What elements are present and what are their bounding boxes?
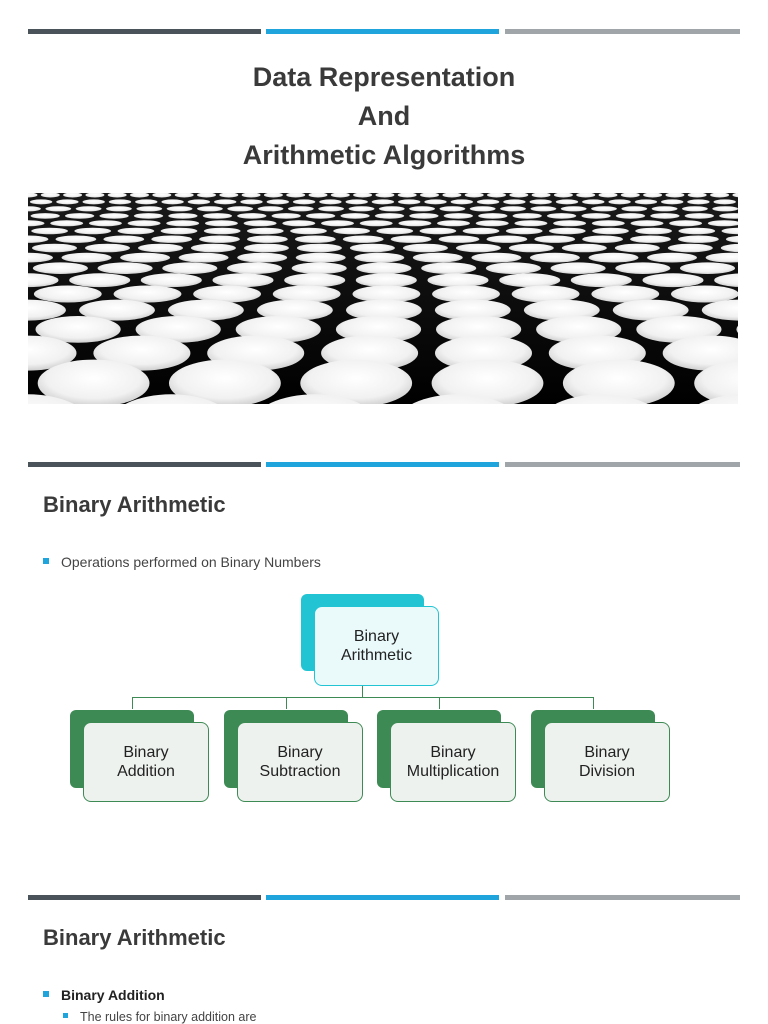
disc-shape — [668, 244, 713, 253]
child-node-line2: Multiplication — [406, 763, 500, 780]
disc-shape — [506, 228, 543, 235]
disc-shape — [166, 220, 199, 226]
accent-bar-blue — [266, 29, 499, 34]
disc-shape — [74, 228, 111, 235]
disc-shape — [391, 236, 432, 243]
connector-drop-4 — [593, 697, 594, 709]
disc-shape — [712, 206, 738, 211]
disc-shape — [318, 206, 344, 211]
disc-shape — [682, 206, 708, 211]
disc-shape — [240, 199, 262, 204]
disc-shape — [319, 199, 341, 204]
disc-shape — [120, 253, 170, 263]
disc-shape — [514, 220, 547, 226]
disc-shape — [472, 253, 522, 263]
disc-shape — [128, 220, 161, 226]
disc-shape — [45, 206, 71, 211]
disc-shape — [685, 213, 714, 219]
disc-shape — [31, 228, 68, 235]
bullet-item — [43, 987, 165, 1003]
disc-shape — [589, 253, 639, 263]
child-node-line1: Binary — [430, 744, 476, 761]
child-node-line2: Subtraction — [259, 763, 341, 780]
disc-shape — [630, 236, 671, 243]
accent-bar-dark — [28, 895, 261, 900]
connector-drop-3 — [439, 697, 440, 709]
child-node-subtraction — [237, 722, 363, 802]
disc-shape — [32, 244, 77, 253]
disc-shape — [643, 273, 704, 287]
disc-shape — [476, 220, 509, 226]
disc-shape — [167, 206, 193, 211]
disc-shape — [83, 199, 105, 204]
disc-shape — [571, 273, 632, 287]
disc-shape — [214, 199, 236, 204]
disc-shape — [503, 199, 525, 204]
disc-shape — [591, 206, 617, 211]
disc-shape — [470, 206, 496, 211]
disc-shape — [531, 206, 557, 211]
child-node-addition — [83, 722, 209, 802]
disc-shape — [118, 228, 155, 235]
disc-shape — [297, 244, 342, 253]
disc-shape — [30, 199, 52, 204]
disc-shape — [50, 220, 83, 226]
bullet-text: Binary Addition — [61, 987, 165, 1003]
disc-shape — [237, 253, 287, 263]
accent-bar-blue — [266, 895, 499, 900]
disc-shape — [135, 199, 157, 204]
accent-bar-gray — [505, 29, 740, 34]
root-node-line2: Arithmetic — [340, 647, 413, 664]
disc-shape — [204, 228, 241, 235]
disc-shape — [213, 273, 274, 287]
disc-shape — [138, 244, 183, 253]
disc-shape — [608, 199, 630, 204]
disc-shape — [440, 206, 466, 211]
disc-shape — [549, 228, 586, 235]
disc-shape — [295, 236, 336, 243]
child-node-line1: Binary — [277, 744, 323, 761]
disc-shape — [267, 199, 289, 204]
root-node-line1: Binary — [353, 628, 400, 645]
disc-shape — [671, 286, 738, 303]
slide-heading: Binary Arithmetic — [43, 492, 226, 517]
bullet-marker — [63, 1013, 68, 1018]
accent-bar-gray — [505, 462, 740, 467]
disc-shape — [661, 199, 683, 204]
disc-shape — [356, 262, 411, 274]
child-node-line1: Binary — [584, 744, 630, 761]
disc-shape — [306, 213, 335, 219]
disc-shape — [669, 220, 702, 226]
accent-bar-gray — [505, 895, 740, 900]
connector-drop-1 — [132, 697, 133, 709]
disc-shape — [354, 253, 404, 263]
disc-shape — [530, 199, 552, 204]
disc-shape — [556, 199, 578, 204]
accent-bar — [28, 29, 740, 34]
disc-shape — [487, 236, 528, 243]
child-node-multiplication — [390, 722, 516, 802]
disc-shape — [687, 199, 709, 204]
bullet-item — [43, 554, 321, 570]
title-line-3: Arithmetic Algorithms — [242, 140, 526, 170]
slide-title — [0, 58, 768, 175]
disc-shape — [109, 199, 131, 204]
disc-shape — [162, 262, 217, 274]
discs-photo-graphic — [28, 193, 738, 404]
disc-shape — [428, 273, 489, 287]
title-slide — [0, 0, 768, 430]
disc-shape — [409, 213, 438, 219]
disc-shape — [349, 206, 375, 211]
disc-shape — [551, 262, 606, 274]
disc-shape — [244, 244, 289, 253]
disc-shape — [635, 199, 657, 204]
disc-shape — [34, 286, 102, 303]
disc-shape — [33, 262, 88, 274]
disc-shape — [247, 228, 284, 235]
disc-shape — [376, 228, 413, 235]
disc-shape — [203, 213, 232, 219]
disc-shape — [65, 213, 94, 219]
disc-shape — [547, 213, 576, 219]
disc-shape — [227, 262, 282, 274]
disc-shape — [615, 262, 670, 274]
disc-shape — [421, 262, 476, 274]
child-node-line1: Binary — [123, 744, 169, 761]
disc-shape — [451, 199, 473, 204]
disc-shape — [372, 199, 394, 204]
accent-bar-blue — [266, 462, 499, 467]
disc-shape — [205, 220, 238, 226]
disc-shape — [509, 244, 554, 253]
disc-shape — [293, 199, 315, 204]
disc-shape — [247, 236, 288, 243]
disc-shape — [161, 199, 183, 204]
disc-shape — [179, 253, 229, 263]
disc-shape — [89, 220, 122, 226]
disc-shape — [678, 236, 719, 243]
child-node-line2: Division — [578, 763, 635, 780]
disc-shape — [134, 213, 163, 219]
disc-shape — [375, 213, 404, 219]
disc-shape — [56, 236, 97, 243]
disc-shape — [272, 213, 301, 219]
disc-shape — [530, 253, 580, 263]
disc-shape — [534, 236, 575, 243]
disc-shape — [191, 244, 236, 253]
disc-shape — [581, 213, 610, 219]
disc-shape — [592, 220, 625, 226]
bullet-marker — [43, 991, 49, 997]
disc-shape — [486, 262, 541, 274]
disc-shape — [197, 206, 223, 211]
bullet-text: Operations performed on Binary Numbers — [61, 554, 321, 570]
disc-shape — [409, 206, 435, 211]
disc-shape — [168, 213, 197, 219]
slide-heading: Binary Arithmetic — [43, 925, 226, 950]
disc-shape — [478, 213, 507, 219]
disc-shape — [582, 236, 623, 243]
disc-shape — [500, 206, 526, 211]
disc-shape — [296, 253, 346, 263]
disc-shape — [290, 228, 327, 235]
disc-shape — [650, 213, 679, 219]
disc-shape — [85, 244, 130, 253]
disc-shape — [141, 273, 202, 287]
disc-shape — [360, 220, 393, 226]
disc-shape — [413, 253, 463, 263]
disc-shape — [635, 228, 672, 235]
disc-shape — [615, 244, 660, 253]
binary-addition-slide — [0, 870, 768, 1024]
discs-photo — [28, 193, 738, 404]
disc-shape — [227, 206, 253, 211]
disc-shape — [284, 273, 345, 287]
disc-shape — [398, 220, 431, 226]
child-node-line2: Addition — [117, 763, 175, 780]
disc-shape — [582, 199, 604, 204]
disc-shape — [616, 213, 645, 219]
accent-bar — [28, 462, 740, 467]
disc-shape — [151, 236, 192, 243]
disc-shape — [56, 199, 78, 204]
disc-shape — [350, 244, 395, 253]
disc-shape — [562, 244, 607, 253]
disc-shape — [188, 199, 210, 204]
title-line-2: And — [357, 101, 411, 131]
connector-drop-2 — [286, 697, 287, 709]
root-node — [314, 606, 439, 686]
disc-shape — [439, 236, 480, 243]
disc-shape — [561, 206, 587, 211]
connector-horizontal — [132, 697, 594, 698]
disc-shape — [136, 206, 162, 211]
disc-shape — [714, 199, 736, 204]
disc-shape — [62, 253, 112, 263]
binary-arithmetic-slide — [0, 430, 768, 870]
disc-shape — [437, 220, 470, 226]
disc-shape — [199, 236, 240, 243]
disc-shape — [282, 220, 315, 226]
disc-shape — [69, 273, 130, 287]
disc-shape — [343, 236, 384, 243]
disc-shape — [273, 286, 341, 303]
disc-shape — [333, 228, 370, 235]
disc-shape — [237, 213, 266, 219]
accent-bar-dark — [28, 29, 261, 34]
disc-shape — [106, 206, 132, 211]
disc-shape — [424, 199, 446, 204]
disc-shape — [98, 262, 153, 274]
disc-shape — [680, 262, 735, 274]
title-line-1: Data Representation — [252, 62, 516, 92]
disc-shape — [444, 213, 473, 219]
disc-shape — [463, 228, 500, 235]
disc-shape — [288, 206, 314, 211]
accent-bar — [28, 895, 740, 900]
child-node-division — [544, 722, 670, 802]
disc-shape — [631, 220, 664, 226]
disc-shape — [31, 213, 60, 219]
disc-shape — [292, 262, 347, 274]
disc-shape — [652, 206, 678, 211]
accent-bar-dark — [28, 462, 261, 467]
disc-shape — [477, 199, 499, 204]
disc-shape — [621, 206, 647, 211]
disc-shape — [379, 206, 405, 211]
disc-shape — [420, 228, 457, 235]
disc-shape — [678, 228, 715, 235]
disc-shape — [592, 228, 629, 235]
disc-shape — [356, 273, 417, 287]
disc-shape — [456, 244, 501, 253]
disc-shape — [403, 244, 448, 253]
disc-shape — [346, 199, 368, 204]
disc-shape — [161, 228, 198, 235]
disc-shape — [76, 206, 102, 211]
sub-bullet-item — [63, 1010, 256, 1024]
disc-shape — [321, 220, 354, 226]
disc-shape — [499, 273, 560, 287]
bullet-marker — [43, 558, 49, 564]
disc-shape — [103, 236, 144, 243]
disc-shape — [258, 206, 284, 211]
disc-shape — [398, 199, 420, 204]
disc-shape — [340, 213, 369, 219]
disc-shape — [647, 253, 697, 263]
disc-shape — [244, 220, 277, 226]
sub-bullet-text: The rules for binary addition are — [80, 1010, 257, 1024]
disc-shape — [553, 220, 586, 226]
disc-shape — [513, 213, 542, 219]
disc-shape — [99, 213, 128, 219]
